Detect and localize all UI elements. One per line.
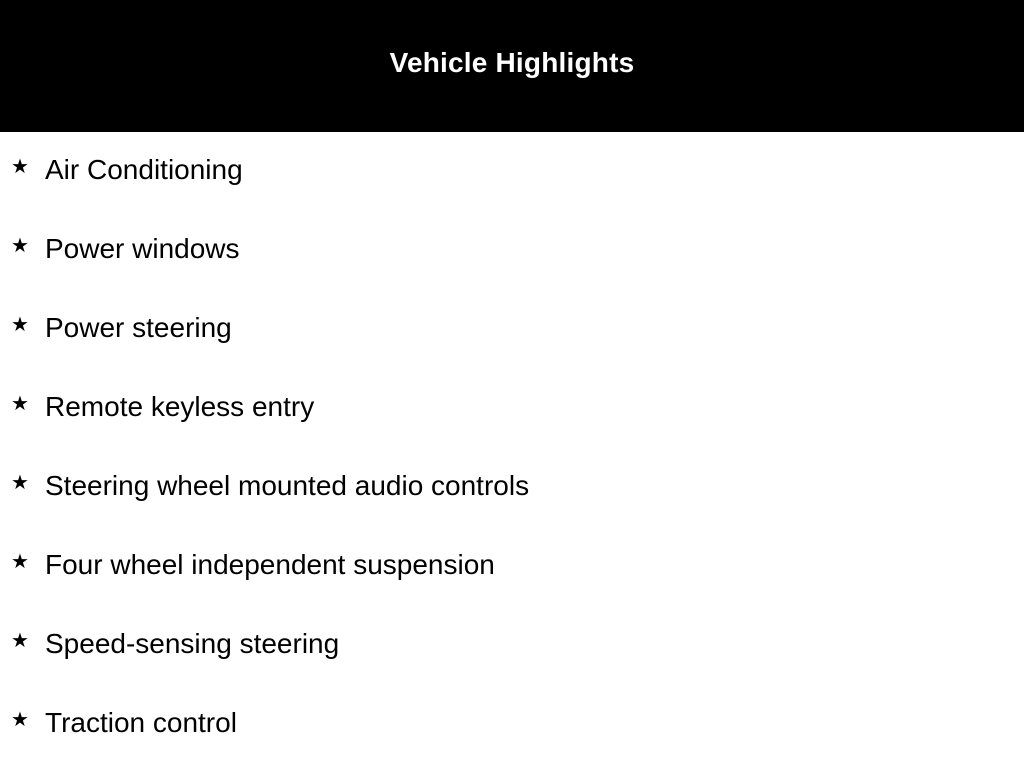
star-icon: ★ bbox=[11, 154, 29, 178]
list-item bbox=[0, 211, 1024, 290]
highlight-label: Power windows bbox=[45, 233, 240, 264]
highlight-label: Traction control bbox=[45, 707, 237, 738]
highlights-list bbox=[0, 132, 1024, 764]
list-item bbox=[0, 132, 1024, 211]
highlight-label: Remote keyless entry bbox=[45, 391, 315, 422]
list-item bbox=[0, 448, 1024, 527]
star-icon: ★ bbox=[11, 470, 29, 494]
list-item bbox=[0, 369, 1024, 448]
star-icon: ★ bbox=[11, 312, 29, 336]
star-icon: ★ bbox=[11, 707, 29, 731]
list-item bbox=[0, 606, 1024, 685]
header-bar bbox=[0, 0, 1024, 132]
highlight-label: Air Conditioning bbox=[45, 154, 243, 185]
highlight-label: Power steering bbox=[45, 312, 232, 343]
page-title: Vehicle Highlights bbox=[389, 47, 635, 78]
list-item bbox=[0, 290, 1024, 369]
star-icon: ★ bbox=[11, 233, 29, 257]
highlight-label: Four wheel independent suspension bbox=[45, 549, 495, 580]
list-item bbox=[0, 527, 1024, 606]
star-icon: ★ bbox=[11, 628, 29, 652]
list-item bbox=[0, 685, 1024, 764]
highlight-label: Steering wheel mounted audio controls bbox=[45, 470, 530, 501]
star-icon: ★ bbox=[11, 549, 29, 573]
star-icon: ★ bbox=[11, 391, 29, 415]
highlight-label: Speed-sensing steering bbox=[45, 628, 340, 659]
